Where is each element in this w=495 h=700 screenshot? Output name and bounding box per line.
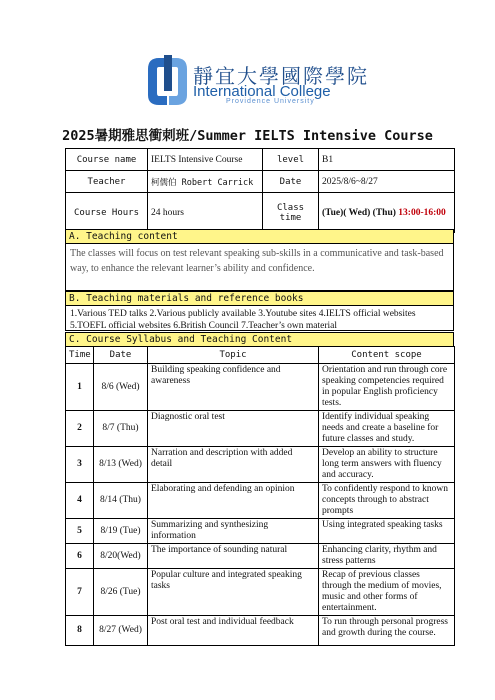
date-label: Date (263, 171, 319, 193)
session-scope: To run through personal progress and growth during the course. (319, 616, 455, 646)
materials-line-2: 5.TOEFL official websites 6.British Council 7.Teacher’s own material (70, 321, 338, 331)
date-header: Date (94, 347, 148, 364)
table-row (66, 544, 455, 569)
session-number: 1 (66, 364, 94, 411)
scope-header: Content scope (319, 347, 455, 364)
course-hours-label: Course Hours (66, 193, 148, 233)
section-b-title: B. Teaching materials and reference books (65, 291, 454, 306)
session-date: 8/26 (Tue) (94, 569, 148, 616)
level-label: level (263, 149, 319, 171)
syllabus-table (65, 346, 455, 646)
document-title: 2025暑期雅思衝刺班/Summer IELTS Intensive Course (62, 128, 433, 144)
session-date: 8/6 (Wed) (94, 364, 148, 411)
session-date: 8/13 (Wed) (94, 447, 148, 483)
class-days: (Tue)( Wed) (Thu) (322, 207, 399, 218)
time-header: Time (66, 347, 94, 364)
section-a-text: The classes will focus on test relevant speaking sub-skills in a communicative and task-based way, to enhance the relevant learner’s ability and confidence. (65, 244, 454, 291)
college-logo-icon (145, 55, 190, 110)
session-number: 7 (66, 569, 94, 616)
university-name: Providence University (226, 98, 315, 105)
table-row (66, 411, 455, 447)
materials-line-1: 1.Various TED talks 2.Various publicly available 3.Youtube sites 4.IELTS official websites (70, 309, 416, 319)
section-b-materials (65, 306, 454, 331)
session-scope: Orientation and run through core speaking competencies required in popular English proficiency tests. (319, 364, 455, 411)
table-row (66, 519, 455, 544)
teacher-value: 柯儒伯 Robert Carrick (148, 171, 263, 193)
class-time-value (319, 193, 455, 233)
session-scope: To confidently respond to known concepts through to abstract prompts (319, 483, 455, 519)
session-date: 8/19 (Tue) (94, 519, 148, 544)
course-name-value: IELTS Intensive Course (148, 149, 263, 171)
section-c-title: C. Course Syllabus and Teaching Content (65, 332, 454, 347)
college-name-en: International College (193, 83, 331, 100)
table-row (66, 447, 455, 483)
course-name-label: Course name (66, 149, 148, 171)
session-scope: Identify individual speaking needs and create a baseline for future classes and study. (319, 411, 455, 447)
session-number: 8 (66, 616, 94, 646)
session-number: 6 (66, 544, 94, 569)
session-topic: The importance of sounding natural (148, 544, 319, 569)
session-number: 5 (66, 519, 94, 544)
session-topic: Popular culture and integrated speaking tasks (148, 569, 319, 616)
session-topic: Post oral test and individual feedback (148, 616, 319, 646)
session-date: 8/7 (Thu) (94, 411, 148, 447)
session-topic: Building speaking confidence and awareness (148, 364, 319, 411)
level-value: B1 (319, 149, 455, 171)
header (0, 0, 495, 110)
session-topic: Diagnostic oral test (148, 411, 319, 447)
table-row (66, 483, 455, 519)
session-topic: Summarizing and synthesizing information (148, 519, 319, 544)
session-number: 4 (66, 483, 94, 519)
session-scope: Using integrated speaking tasks (319, 519, 455, 544)
session-number: 2 (66, 411, 94, 447)
session-date: 8/14 (Thu) (94, 483, 148, 519)
class-time-label: Class time (263, 193, 319, 233)
session-number: 3 (66, 447, 94, 483)
date-value: 2025/8/6~8/27 (319, 171, 455, 193)
section-a-title: A. Teaching content (65, 229, 454, 244)
session-scope: Enhancing clarity, rhythm and stress patterns (319, 544, 455, 569)
session-date: 8/27 (Wed) (94, 616, 148, 646)
table-row (66, 616, 455, 646)
table-row (66, 569, 455, 616)
session-topic: Elaborating and defending an opinion (148, 483, 319, 519)
course-info-table (65, 148, 455, 233)
session-scope: Develop an ability to structure long term answers with fluency and accuracy. (319, 447, 455, 483)
topic-header: Topic (148, 347, 319, 364)
session-topic: Narration and description with added detail (148, 447, 319, 483)
college-name-zh: 靜宜大學國際學院 (193, 64, 369, 88)
course-hours-value: 24 hours (148, 193, 263, 233)
session-date: 8/20(Wed) (94, 544, 148, 569)
session-scope: Recap of previous classes through the medium of movies, music and other forms of entertainment. (319, 569, 455, 616)
table-row (66, 364, 455, 411)
class-hours: 13:00-16:00 (398, 207, 446, 218)
teacher-label: Teacher (66, 171, 148, 193)
